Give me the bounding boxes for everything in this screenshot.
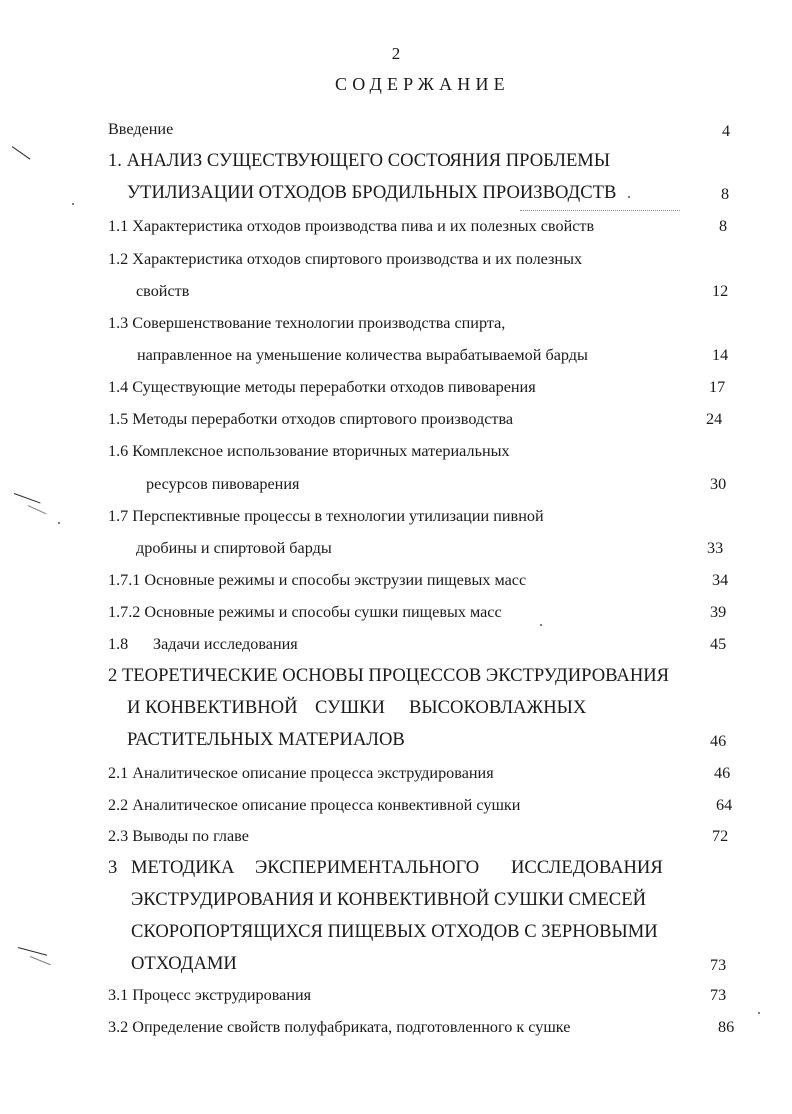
toc-entry-chapter-2-cont-a[interactable]: И КОНВЕКТИВНОЙ — [127, 697, 298, 718]
toc-entry-chapter-2[interactable]: 2 ТЕОРЕТИЧЕСКИЕ ОСНОВЫ ПРОЦЕССОВ ЭКСТРУДИРОВАНИЯ — [108, 665, 670, 686]
toc-entry-chapter-1[interactable]: 1. АНАЛИЗ СУЩЕСТВУЮЩЕГО СОСТОЯНИЯ ПРОБЛЕМЫ — [108, 150, 611, 171]
toc-entry-1-4[interactable]: 1.4 Существующие методы переработки отходов пивоварения — [108, 378, 536, 396]
toc-page-intro: 4 — [722, 122, 731, 140]
toc-entry-2-2[interactable]: 2.2 Аналитическое описание процесса конвективной сушки — [108, 796, 521, 814]
toc-page-1-7-1: 34 — [712, 571, 729, 589]
scan-speck — [628, 196, 630, 198]
toc-entry-chapter-3-number[interactable]: 3 — [108, 857, 118, 878]
scan-mark — [12, 146, 31, 160]
scan-mark — [30, 956, 51, 966]
scan-mark — [28, 505, 47, 515]
toc-entry-1-5[interactable]: 1.5 Методы переработки отходов спиртового производства — [108, 410, 514, 428]
toc-entry-2-3[interactable]: 2.3 Выводы по главе — [108, 827, 249, 845]
toc-page-1-6: 30 — [710, 475, 727, 493]
toc-entry-chapter-3-cont-a[interactable]: ЭКСТРУДИРОВАНИЯ И КОНВЕКТИВНОЙ СУШКИ СМЕСЕЙ — [131, 889, 646, 910]
scan-mark — [14, 493, 41, 504]
scan-mark — [18, 947, 47, 956]
toc-entry-1-3[interactable]: 1.3 Совершенствование технологии производства спирта, — [108, 314, 506, 332]
page-number: 2 — [391, 44, 401, 63]
toc-entry-1-1[interactable]: 1.1 Характеристика отходов производства пива и их полезных свойств — [108, 217, 595, 235]
page-title: СОДЕРЖАНИЕ — [335, 74, 510, 94]
toc-page-1-8: 45 — [710, 635, 727, 653]
toc-entry-chapter-3-cont-b[interactable]: СКОРОПОРТЯЩИХСЯ ПИЩЕВЫХ ОТХОДОВ С ЗЕРНОВЫМИ — [131, 921, 658, 942]
toc-page-chapter-3: 73 — [710, 956, 727, 974]
toc-entry-1-7[interactable]: 1.7 Перспективные процессы в технологии утилизации пивной — [108, 507, 544, 525]
toc-page-1-1: 8 — [719, 217, 728, 235]
toc-entry-chapter-2-cont-d[interactable]: РАСТИТЕЛЬНЫХ МАТЕРИАЛОВ — [127, 729, 405, 750]
scan-speck — [58, 522, 60, 524]
toc-entry-1-7-cont[interactable]: дробины и спиртовой барды — [136, 539, 332, 557]
toc-entry-1-8-number[interactable]: 1.8 — [108, 635, 129, 653]
toc-page-1-7-2: 39 — [710, 603, 727, 621]
toc-entry-1-8[interactable]: Задачи исследования — [153, 635, 298, 653]
toc-page-3-1: 73 — [710, 986, 727, 1004]
scan-dots — [520, 210, 680, 212]
scan-speck — [72, 203, 74, 205]
toc-page-chapter-2: 46 — [710, 732, 727, 750]
toc-page-1-4: 17 — [709, 378, 726, 396]
toc-entry-1-3-cont[interactable]: направленное на уменьшение количества вырабатываемой барды — [137, 346, 588, 364]
toc-entry-3-2[interactable]: 3.2 Определение свойств полуфабриката, подготовленного к сушке — [108, 1018, 571, 1036]
toc-entry-chapter-1-cont[interactable]: УТИЛИЗАЦИИ ОТХОДОВ БРОДИЛЬНЫХ ПРОИЗВОДСТВ — [127, 182, 617, 203]
toc-entry-1-2[interactable]: 1.2 Характеристика отходов спиртового производства и их полезных — [108, 250, 583, 268]
toc-entry-chapter-3-word-3[interactable]: ИССЛЕДОВАНИЯ — [511, 857, 663, 878]
toc-page-1-3: 14 — [712, 346, 729, 364]
toc-entry-chapter-3-word-2[interactable]: ЭКСПЕРИМЕНТАЛЬНОГО — [255, 857, 480, 878]
toc-entry-1-7-2[interactable]: 1.7.2 Основные режимы и способы сушки пищевых масс — [108, 603, 502, 621]
toc-page-2-2: 64 — [716, 796, 733, 814]
toc-entry-1-2-cont[interactable]: свойств — [136, 282, 190, 300]
toc-entry-chapter-3-word-1[interactable]: МЕТОДИКА — [131, 857, 235, 878]
toc-entry-3-1[interactable]: 3.1 Процесс экструдирования — [108, 986, 312, 1004]
toc-entry-chapter-3-cont-c[interactable]: ОТХОДАМИ — [131, 953, 237, 974]
toc-page-2-3: 72 — [712, 827, 729, 845]
toc-entry-intro[interactable]: Введение — [108, 120, 174, 138]
toc-entry-1-7-1[interactable]: 1.7.1 Основные режимы и способы экструзии пищевых масс — [108, 571, 527, 589]
toc-page-2-1: 46 — [714, 764, 731, 782]
scan-speck — [758, 1012, 760, 1014]
toc-entry-1-6[interactable]: 1.6 Комплексное использование вторичных материальных — [108, 442, 510, 460]
toc-entry-chapter-2-cont-b[interactable]: СУШКИ — [315, 697, 385, 718]
toc-page-1-5: 24 — [706, 410, 723, 428]
toc-entry-chapter-2-cont-c[interactable]: ВЫСОКОВЛАЖНЫХ — [409, 697, 587, 718]
toc-page-1-7: 33 — [707, 539, 724, 557]
scan-speck — [540, 624, 542, 626]
toc-page-1-2: 12 — [712, 282, 729, 300]
toc-page-chapter-1: 8 — [721, 185, 730, 203]
toc-entry-1-6-cont[interactable]: ресурсов пивоварения — [146, 475, 300, 493]
toc-entry-2-1[interactable]: 2.1 Аналитическое описание процесса экструдирования — [108, 764, 494, 782]
toc-page-3-2: 86 — [718, 1018, 735, 1036]
